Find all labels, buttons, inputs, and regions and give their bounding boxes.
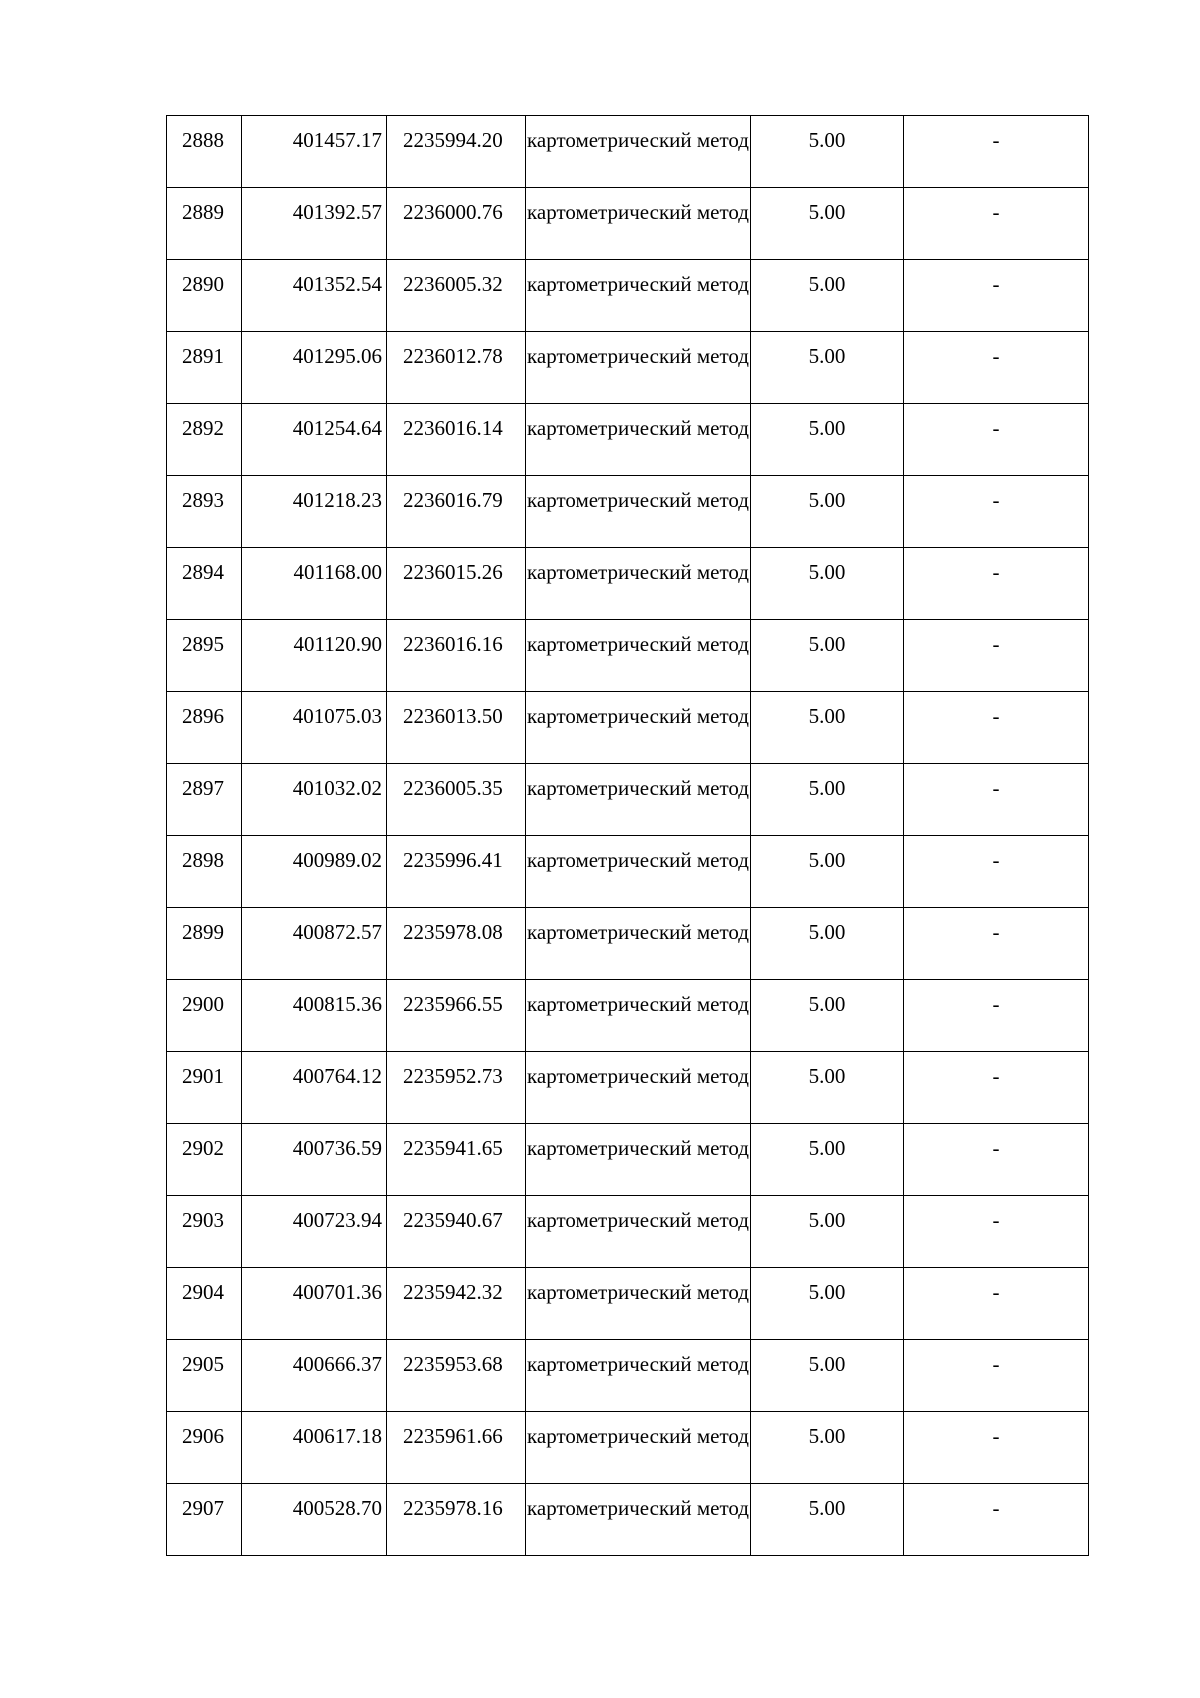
table-row	[167, 1196, 1089, 1268]
point-number-cell: 2903	[167, 1196, 242, 1268]
accuracy-cell: 5.00	[751, 980, 904, 1052]
y-coordinate-cell: 2236012.78	[387, 332, 526, 404]
x-coordinate-cell: 400989.02	[242, 836, 387, 908]
description-cell: -	[904, 548, 1089, 620]
point-number-cell: 2891	[167, 332, 242, 404]
point-number-cell: 2897	[167, 764, 242, 836]
accuracy-cell: 5.00	[751, 836, 904, 908]
table-row	[167, 1268, 1089, 1340]
point-number-cell: 2900	[167, 980, 242, 1052]
x-coordinate-cell: 401295.06	[242, 332, 387, 404]
method-cell: картометрический метод	[526, 980, 751, 1052]
x-coordinate-cell: 400701.36	[242, 1268, 387, 1340]
accuracy-cell: 5.00	[751, 620, 904, 692]
method-cell: картометрический метод	[526, 404, 751, 476]
description-cell: -	[904, 908, 1089, 980]
y-coordinate-cell: 2235940.67	[387, 1196, 526, 1268]
table-row	[167, 1484, 1089, 1556]
table-row	[167, 980, 1089, 1052]
description-cell: -	[904, 1052, 1089, 1124]
y-coordinate-cell: 2236013.50	[387, 692, 526, 764]
method-cell: картометрический метод	[526, 548, 751, 620]
description-cell: -	[904, 980, 1089, 1052]
x-coordinate-cell: 401218.23	[242, 476, 387, 548]
method-cell: картометрический метод	[526, 1412, 751, 1484]
x-coordinate-cell: 400736.59	[242, 1124, 387, 1196]
table-row	[167, 332, 1089, 404]
accuracy-cell: 5.00	[751, 332, 904, 404]
accuracy-cell: 5.00	[751, 908, 904, 980]
y-coordinate-cell: 2236016.14	[387, 404, 526, 476]
x-coordinate-cell: 401032.02	[242, 764, 387, 836]
table-row	[167, 692, 1089, 764]
accuracy-cell: 5.00	[751, 1268, 904, 1340]
accuracy-cell: 5.00	[751, 1196, 904, 1268]
accuracy-cell: 5.00	[751, 404, 904, 476]
description-cell: -	[904, 476, 1089, 548]
accuracy-cell: 5.00	[751, 116, 904, 188]
table-row	[167, 1124, 1089, 1196]
y-coordinate-cell: 2235942.32	[387, 1268, 526, 1340]
description-cell: -	[904, 764, 1089, 836]
accuracy-cell: 5.00	[751, 1340, 904, 1412]
y-coordinate-cell: 2235978.16	[387, 1484, 526, 1556]
accuracy-cell: 5.00	[751, 260, 904, 332]
accuracy-cell: 5.00	[751, 1124, 904, 1196]
method-cell: картометрический метод	[526, 692, 751, 764]
y-coordinate-cell: 2236000.76	[387, 188, 526, 260]
x-coordinate-cell: 400872.57	[242, 908, 387, 980]
point-number-cell: 2901	[167, 1052, 242, 1124]
table-row	[167, 620, 1089, 692]
y-coordinate-cell: 2235941.65	[387, 1124, 526, 1196]
description-cell: -	[904, 332, 1089, 404]
method-cell: картометрический метод	[526, 1124, 751, 1196]
point-number-cell: 2889	[167, 188, 242, 260]
method-cell: картометрический метод	[526, 260, 751, 332]
method-cell: картометрический метод	[526, 476, 751, 548]
x-coordinate-cell: 400723.94	[242, 1196, 387, 1268]
accuracy-cell: 5.00	[751, 476, 904, 548]
point-number-cell: 2888	[167, 116, 242, 188]
y-coordinate-cell: 2235996.41	[387, 836, 526, 908]
description-cell: -	[904, 620, 1089, 692]
y-coordinate-cell: 2236016.79	[387, 476, 526, 548]
point-number-cell: 2902	[167, 1124, 242, 1196]
description-cell: -	[904, 188, 1089, 260]
coordinates-table-body	[167, 116, 1089, 1556]
description-cell: -	[904, 1268, 1089, 1340]
point-number-cell: 2906	[167, 1412, 242, 1484]
description-cell: -	[904, 1340, 1089, 1412]
x-coordinate-cell: 401120.90	[242, 620, 387, 692]
x-coordinate-cell: 400764.12	[242, 1052, 387, 1124]
table-row	[167, 260, 1089, 332]
method-cell: картометрический метод	[526, 1052, 751, 1124]
method-cell: картометрический метод	[526, 1196, 751, 1268]
method-cell: картометрический метод	[526, 188, 751, 260]
table-row	[167, 188, 1089, 260]
table-row	[167, 836, 1089, 908]
point-number-cell: 2899	[167, 908, 242, 980]
accuracy-cell: 5.00	[751, 548, 904, 620]
x-coordinate-cell: 400617.18	[242, 1412, 387, 1484]
y-coordinate-cell: 2235966.55	[387, 980, 526, 1052]
y-coordinate-cell: 2236005.32	[387, 260, 526, 332]
x-coordinate-cell: 400666.37	[242, 1340, 387, 1412]
x-coordinate-cell: 401392.57	[242, 188, 387, 260]
table-row	[167, 764, 1089, 836]
method-cell: картометрический метод	[526, 908, 751, 980]
x-coordinate-cell: 400815.36	[242, 980, 387, 1052]
method-cell: картометрический метод	[526, 1268, 751, 1340]
accuracy-cell: 5.00	[751, 692, 904, 764]
point-number-cell: 2905	[167, 1340, 242, 1412]
point-number-cell: 2896	[167, 692, 242, 764]
method-cell: картометрический метод	[526, 116, 751, 188]
method-cell: картометрический метод	[526, 764, 751, 836]
point-number-cell: 2894	[167, 548, 242, 620]
table-row	[167, 476, 1089, 548]
table-row	[167, 548, 1089, 620]
description-cell: -	[904, 116, 1089, 188]
method-cell: картометрический метод	[526, 620, 751, 692]
y-coordinate-cell: 2235978.08	[387, 908, 526, 980]
y-coordinate-cell: 2235952.73	[387, 1052, 526, 1124]
y-coordinate-cell: 2236005.35	[387, 764, 526, 836]
description-cell: -	[904, 1196, 1089, 1268]
point-number-cell: 2890	[167, 260, 242, 332]
point-number-cell: 2907	[167, 1484, 242, 1556]
point-number-cell: 2898	[167, 836, 242, 908]
x-coordinate-cell: 401075.03	[242, 692, 387, 764]
description-cell: -	[904, 1124, 1089, 1196]
point-number-cell: 2893	[167, 476, 242, 548]
method-cell: картометрический метод	[526, 836, 751, 908]
y-coordinate-cell: 2236016.16	[387, 620, 526, 692]
table-row	[167, 1340, 1089, 1412]
method-cell: картометрический метод	[526, 1484, 751, 1556]
accuracy-cell: 5.00	[751, 1052, 904, 1124]
x-coordinate-cell: 401168.00	[242, 548, 387, 620]
y-coordinate-cell: 2236015.26	[387, 548, 526, 620]
x-coordinate-cell: 401254.64	[242, 404, 387, 476]
description-cell: -	[904, 836, 1089, 908]
coordinates-table	[166, 115, 1089, 1556]
point-number-cell: 2904	[167, 1268, 242, 1340]
description-cell: -	[904, 1484, 1089, 1556]
point-number-cell: 2892	[167, 404, 242, 476]
accuracy-cell: 5.00	[751, 1412, 904, 1484]
table-row	[167, 1052, 1089, 1124]
accuracy-cell: 5.00	[751, 764, 904, 836]
table-row	[167, 1412, 1089, 1484]
y-coordinate-cell: 2235994.20	[387, 116, 526, 188]
method-cell: картометрический метод	[526, 1340, 751, 1412]
y-coordinate-cell: 2235961.66	[387, 1412, 526, 1484]
description-cell: -	[904, 692, 1089, 764]
x-coordinate-cell: 400528.70	[242, 1484, 387, 1556]
method-cell: картометрический метод	[526, 332, 751, 404]
point-number-cell: 2895	[167, 620, 242, 692]
x-coordinate-cell: 401457.17	[242, 116, 387, 188]
description-cell: -	[904, 404, 1089, 476]
table-row	[167, 404, 1089, 476]
accuracy-cell: 5.00	[751, 1484, 904, 1556]
table-row	[167, 116, 1089, 188]
description-cell: -	[904, 260, 1089, 332]
table-row	[167, 908, 1089, 980]
x-coordinate-cell: 401352.54	[242, 260, 387, 332]
y-coordinate-cell: 2235953.68	[387, 1340, 526, 1412]
description-cell: -	[904, 1412, 1089, 1484]
accuracy-cell: 5.00	[751, 188, 904, 260]
